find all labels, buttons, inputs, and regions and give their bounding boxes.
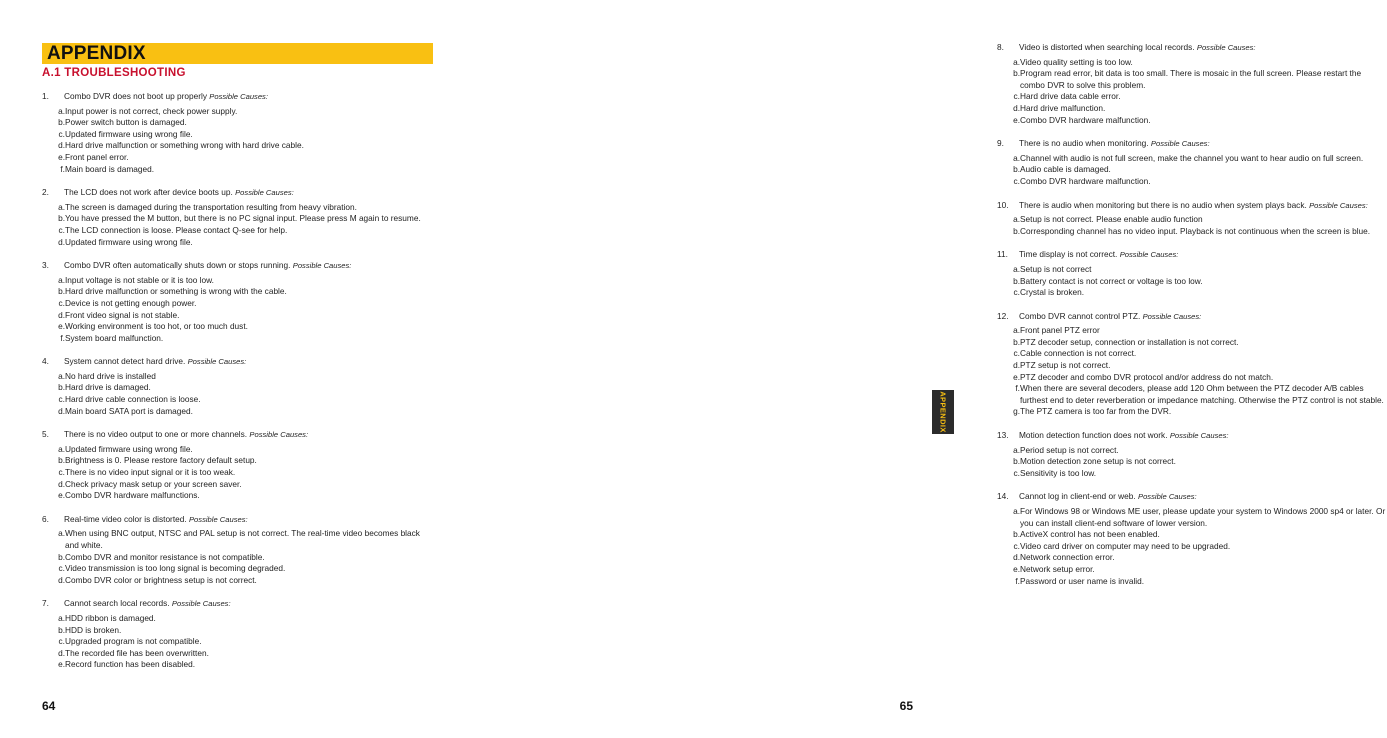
question-text: Combo DVR does not boot up properly xyxy=(64,91,207,101)
cause-text: Input power is not correct, check power supply. xyxy=(65,105,238,116)
cause-text: Channel with audio is not full screen, make the channel you want to hear audio on full screen. xyxy=(1020,152,1364,163)
cause-letter: d. xyxy=(58,405,65,416)
cause-letter: d. xyxy=(58,140,65,151)
cause-letter: f. xyxy=(60,163,65,174)
cause-list xyxy=(42,106,434,176)
cause-letter: c. xyxy=(1013,287,1020,298)
cause-text: Video quality setting is too low. xyxy=(1020,56,1133,67)
cause-letter: c. xyxy=(58,297,65,308)
question-title xyxy=(64,514,434,526)
possible-causes-label: Possible Causes: xyxy=(188,514,248,524)
cause-letter: b. xyxy=(1013,225,1020,236)
possible-causes-label: Possible Causes: xyxy=(235,188,294,198)
cause-text: Program read error, bit data is too small. There is mosaic in the full screen. Please restart the combo DVR to solve this problem. xyxy=(1020,68,1362,90)
cause-letter: d. xyxy=(58,478,65,489)
cause-letter: c. xyxy=(58,636,65,647)
cause-text: HDD is broken. xyxy=(65,624,122,635)
cause-text: No hard drive is installed xyxy=(65,370,156,381)
cause-item xyxy=(997,576,1387,588)
cause-item xyxy=(42,164,434,176)
question-title xyxy=(1019,200,1387,212)
cause-letter: c. xyxy=(58,128,65,139)
question-text: Cannot log in client-end or web. xyxy=(1019,491,1136,502)
cause-text: Hard drive malfunction or something wrong with hard drive cable. xyxy=(65,140,304,151)
cause-letter: b. xyxy=(1013,336,1020,347)
cause-item xyxy=(42,490,434,502)
cause-list xyxy=(42,371,434,417)
section-heading: A.1 TROUBLESHOOTING xyxy=(42,67,186,79)
cause-item xyxy=(997,115,1387,127)
cause-text: ActiveX control has not been enabled. xyxy=(1020,529,1160,540)
possible-causes-label: Possible Causes: xyxy=(1142,311,1202,321)
cause-letter: a. xyxy=(58,528,65,539)
cause-text: Hard drive cable connection is loose. xyxy=(65,394,201,405)
possible-causes-label: Possible Causes: xyxy=(1138,492,1197,502)
question-title xyxy=(64,356,434,368)
cause-text: Main board SATA port is damaged. xyxy=(65,405,193,416)
question-title xyxy=(64,187,434,199)
cause-letter: f. xyxy=(60,332,65,343)
cause-letter: d. xyxy=(58,647,65,658)
cause-item xyxy=(997,226,1387,238)
question-text: There is no video output to one or more channels. xyxy=(64,429,248,440)
question-item xyxy=(997,491,1387,503)
cause-text: Combo DVR and monitor resistance is not compatible. xyxy=(65,551,265,562)
page-left xyxy=(0,0,477,738)
cause-letter: e. xyxy=(58,321,65,332)
cause-item xyxy=(42,406,434,418)
cause-letter: c. xyxy=(58,467,65,478)
cause-text: Sensitivity is too low. xyxy=(1020,467,1097,478)
cause-text: Hard drive malfunction. xyxy=(1020,102,1106,113)
question-number: 8. xyxy=(997,42,1004,52)
cause-letter: e. xyxy=(1013,371,1020,382)
cause-item xyxy=(997,164,1387,176)
cause-item xyxy=(997,552,1387,564)
cause-item xyxy=(42,140,434,152)
cause-letter: b. xyxy=(58,551,65,562)
cause-letter: d. xyxy=(1013,102,1020,113)
cause-letter: a. xyxy=(58,612,65,623)
cause-text: The screen is damaged during the transportation resulting from heavy vibration. xyxy=(65,201,357,212)
cause-item xyxy=(997,529,1387,541)
cause-item xyxy=(42,152,434,164)
question-item xyxy=(42,598,434,610)
cause-text: Cable connection is not correct. xyxy=(1020,348,1137,359)
cause-text: Crystal is broken. xyxy=(1020,287,1085,298)
cause-item xyxy=(997,287,1387,299)
cause-text: Combo DVR hardware malfunction. xyxy=(1020,175,1151,186)
cause-item xyxy=(42,648,434,660)
cause-list xyxy=(997,214,1387,237)
cause-item xyxy=(42,225,434,237)
cause-text: The recorded file has been overwritten. xyxy=(65,647,209,658)
cause-text: Setup is not correct. Please enable audio function xyxy=(1020,214,1203,225)
cause-letter: a. xyxy=(58,443,65,454)
cause-text: PTZ decoder and combo DVR protocol and/or address do not match. xyxy=(1020,371,1274,382)
question-text: Combo DVR often automatically shuts down or stops running. xyxy=(64,260,291,271)
cause-text: Device is not getting enough power. xyxy=(65,297,197,308)
cause-letter: b. xyxy=(58,286,65,297)
page-number: 64 xyxy=(42,699,56,713)
question-text: Video is distorted when searching local records. xyxy=(1019,42,1195,52)
page-number: 65 xyxy=(899,699,913,713)
question-item xyxy=(997,200,1387,212)
cause-item xyxy=(42,394,434,406)
cause-letter: a. xyxy=(58,201,65,212)
question-number: 1. xyxy=(42,91,49,101)
question-item xyxy=(997,249,1387,261)
cause-item xyxy=(42,310,434,322)
cause-item xyxy=(997,564,1387,576)
cause-text: The LCD connection is loose. Please contact Q-see for help. xyxy=(65,224,288,235)
cause-item xyxy=(42,321,434,333)
cause-text: Updated firmware using wrong file. xyxy=(65,236,193,247)
cause-item xyxy=(997,506,1387,529)
cause-item xyxy=(997,276,1387,288)
question-number: 13. xyxy=(997,430,1009,441)
cause-item xyxy=(42,286,434,298)
question-title xyxy=(1019,249,1387,261)
possible-causes-label: Possible Causes: xyxy=(1309,200,1368,210)
cause-letter: b. xyxy=(1013,275,1020,286)
question-item xyxy=(42,514,434,526)
cause-text: Check privacy mask setup or your screen saver. xyxy=(65,478,242,489)
cause-text: Combo DVR color or brightness setup is not correct. xyxy=(65,574,257,585)
question-text: There is audio when monitoring but there is no audio when system plays back. xyxy=(1019,199,1307,210)
cause-text: Combo DVR hardware malfunctions. xyxy=(65,490,200,501)
cause-item xyxy=(42,202,434,214)
question-title xyxy=(64,598,434,610)
cause-item xyxy=(42,333,434,345)
cause-letter: b. xyxy=(1013,68,1020,79)
cause-item xyxy=(997,176,1387,188)
cause-list xyxy=(997,57,1387,127)
cause-text: Updated firmware using wrong file. xyxy=(65,128,193,139)
cause-text: Input voltage is not stable or it is too low. xyxy=(65,274,214,285)
page-right xyxy=(477,0,1386,738)
question-title xyxy=(64,91,434,103)
question-item xyxy=(42,187,434,199)
question-title xyxy=(1019,138,1387,150)
cause-letter: b. xyxy=(1013,529,1020,540)
cause-item xyxy=(997,541,1387,553)
cause-item xyxy=(997,445,1387,457)
cause-item xyxy=(42,636,434,648)
cause-letter: c. xyxy=(58,563,65,574)
question-number: 11. xyxy=(997,249,1008,260)
cause-list xyxy=(42,444,434,502)
cause-text: Audio cable is damaged. xyxy=(1020,164,1111,175)
troubleshooting-list-left xyxy=(42,91,434,683)
cause-letter: e. xyxy=(58,151,65,162)
cause-item xyxy=(42,467,434,479)
cause-item xyxy=(42,129,434,141)
cause-letter: e. xyxy=(58,490,65,501)
cause-item xyxy=(42,528,434,551)
cause-item xyxy=(42,117,434,129)
cause-letter: c. xyxy=(1013,348,1020,359)
question-title xyxy=(1019,42,1387,54)
appendix-tab xyxy=(932,390,954,434)
cause-text: Battery contact is not correct or voltage is too low. xyxy=(1020,275,1203,286)
cause-text: Brightness is 0. Please restore factory default setup. xyxy=(65,455,257,466)
cause-item xyxy=(42,298,434,310)
cause-item xyxy=(42,106,434,118)
cause-letter: b. xyxy=(58,455,65,466)
cause-text: Power switch button is damaged. xyxy=(65,117,187,128)
cause-letter: a. xyxy=(1013,506,1020,516)
cause-list xyxy=(42,275,434,345)
question-title xyxy=(64,429,434,441)
question-number: 2. xyxy=(42,187,49,198)
question-text: Time display is not correct. xyxy=(1019,249,1118,260)
question-number: 4. xyxy=(42,356,49,367)
cause-item xyxy=(42,371,434,383)
cause-item xyxy=(42,444,434,456)
question-item xyxy=(42,356,434,368)
cause-item xyxy=(42,659,434,671)
cause-letter: c. xyxy=(1013,175,1020,186)
question-item xyxy=(997,138,1387,150)
question-item xyxy=(997,42,1387,54)
cause-item xyxy=(997,91,1387,103)
cause-text: Front panel PTZ error xyxy=(1020,325,1100,336)
question-item xyxy=(42,260,434,272)
cause-text: The PTZ camera is too far from the DVR. xyxy=(1020,406,1172,417)
question-title xyxy=(1019,311,1387,323)
cause-letter: g. xyxy=(1013,406,1020,417)
cause-text: There is no video input signal or it is too weak. xyxy=(65,467,236,478)
question-number: 9. xyxy=(997,138,1004,149)
cause-text: System board malfunction. xyxy=(65,332,164,343)
cause-letter: a. xyxy=(1013,56,1020,67)
cause-item xyxy=(42,479,434,491)
cause-letter: c. xyxy=(58,394,65,405)
question-title xyxy=(64,260,434,272)
cause-item xyxy=(42,275,434,287)
cause-text: Password or user name is invalid. xyxy=(1020,575,1145,586)
cause-item xyxy=(997,456,1387,468)
cause-list xyxy=(997,506,1387,587)
cause-text: Front panel error. xyxy=(65,151,129,162)
cause-list xyxy=(997,445,1387,480)
cause-text: Main board is damaged. xyxy=(65,163,155,174)
cause-list xyxy=(997,264,1387,299)
question-number: 10. xyxy=(997,199,1009,210)
question-text: Cannot search local records. xyxy=(64,598,170,609)
cause-letter: f. xyxy=(1015,575,1020,586)
appendix-banner xyxy=(42,43,433,64)
cause-item xyxy=(42,575,434,587)
cause-text: Network setup error. xyxy=(1020,563,1095,574)
cause-item xyxy=(42,552,434,564)
cause-item xyxy=(997,325,1387,337)
question-text: Motion detection function does not work. xyxy=(1019,430,1168,441)
cause-item xyxy=(997,406,1387,418)
cause-text: Motion detection zone setup is not correct. xyxy=(1020,456,1176,467)
question-item xyxy=(997,311,1387,323)
cause-item xyxy=(42,213,434,225)
question-text: Real-time video color is distorted. xyxy=(64,513,187,524)
cause-item xyxy=(997,383,1387,406)
cause-item xyxy=(997,153,1387,165)
cause-text: HDD ribbon is damaged. xyxy=(65,612,156,623)
cause-letter: f. xyxy=(1015,383,1020,394)
question-text: There is no audio when monitoring. xyxy=(1019,138,1149,149)
appendix-tab-label: APPENDIX xyxy=(938,391,948,433)
cause-text: Updated firmware using wrong file. xyxy=(65,443,193,454)
cause-text: Hard drive data cable error. xyxy=(1020,91,1121,102)
cause-text: PTZ setup is not correct. xyxy=(1020,360,1111,371)
cause-text: When there are several decoders, please add 120 Ohm between the PTZ decoder A/B cables furthest end to deter reverberation or impedance matching. Otherwise the PTZ control is not stable. xyxy=(1020,383,1384,405)
question-title xyxy=(1019,491,1387,503)
cause-text: Period setup is not correct. xyxy=(1020,444,1119,455)
cause-letter: e. xyxy=(58,659,65,670)
question-text: The LCD does not work after device boots up. xyxy=(64,187,233,198)
question-number: 12. xyxy=(997,310,1009,321)
cause-letter: d. xyxy=(58,309,65,320)
cause-text: Corresponding channel has no video input. Playback is not continuous when the screen is blue. xyxy=(1020,225,1371,236)
cause-item xyxy=(997,360,1387,372)
cause-item xyxy=(997,372,1387,384)
question-item xyxy=(997,430,1387,442)
cause-text: You have pressed the M button, but there is no PC signal input. Please press M again to resume. xyxy=(65,213,421,224)
cause-item xyxy=(42,563,434,575)
cause-letter: a. xyxy=(58,370,65,381)
cause-letter: a. xyxy=(1013,214,1020,225)
cause-letter: b. xyxy=(1013,456,1020,467)
troubleshooting-list-right xyxy=(997,42,1387,599)
cause-letter: a. xyxy=(1013,263,1020,274)
question-number: 6. xyxy=(42,513,49,524)
cause-letter: d. xyxy=(58,574,65,585)
cause-letter: b. xyxy=(58,382,65,393)
cause-item xyxy=(42,382,434,394)
cause-text: Video transmission is too long signal is becoming degraded. xyxy=(65,563,286,574)
cause-item xyxy=(42,613,434,625)
cause-item xyxy=(997,264,1387,276)
cause-list xyxy=(42,202,434,248)
cause-text: PTZ decoder setup, connection or installation is not correct. xyxy=(1020,336,1239,347)
cause-letter: b. xyxy=(58,213,65,224)
cause-item xyxy=(997,337,1387,349)
cause-letter: e. xyxy=(1013,563,1020,574)
cause-text: Combo DVR hardware malfunction. xyxy=(1020,114,1151,125)
cause-text: Network connection error. xyxy=(1020,552,1115,563)
possible-causes-label: Possible Causes: xyxy=(209,92,268,101)
cause-letter: d. xyxy=(58,236,65,247)
cause-letter: b. xyxy=(58,117,65,128)
cause-letter: a. xyxy=(1013,325,1020,336)
cause-letter: e. xyxy=(1013,114,1020,125)
cause-letter: c. xyxy=(1013,467,1020,478)
cause-text: Record function has been disabled. xyxy=(65,659,196,670)
cause-list xyxy=(997,325,1387,418)
cause-text: When using BNC output, NTSC and PAL setup is not correct. The real-time video becomes black and white. xyxy=(65,528,420,550)
cause-item xyxy=(42,625,434,637)
possible-causes-label: Possible Causes: xyxy=(171,599,231,609)
cause-list xyxy=(997,153,1387,188)
possible-causes-label: Possible Causes: xyxy=(292,261,352,271)
cause-letter: a. xyxy=(58,105,65,116)
cause-letter: a. xyxy=(1013,444,1020,455)
cause-text: Front video signal is not stable. xyxy=(65,309,180,320)
cause-text: Hard drive is damaged. xyxy=(65,382,151,393)
question-item xyxy=(42,429,434,441)
possible-causes-label: Possible Causes: xyxy=(1119,250,1179,260)
question-text: System cannot detect hard drive. xyxy=(64,356,186,367)
cause-letter: b. xyxy=(1013,164,1020,175)
possible-causes-label: Possible Causes: xyxy=(1169,431,1229,441)
possible-causes-label: Possible Causes: xyxy=(1196,43,1256,52)
question-title xyxy=(1019,430,1387,442)
question-text: Combo DVR cannot control PTZ. xyxy=(1019,310,1141,321)
cause-letter: b. xyxy=(58,624,65,635)
cause-item xyxy=(997,348,1387,360)
cause-item xyxy=(42,237,434,249)
possible-causes-label: Possible Causes: xyxy=(1150,139,1210,149)
possible-causes-label: Possible Causes: xyxy=(187,357,247,367)
cause-text: Setup is not correct xyxy=(1020,263,1092,274)
cause-list xyxy=(42,613,434,671)
cause-letter: d. xyxy=(1013,360,1020,371)
question-item xyxy=(42,91,434,103)
cause-letter: a. xyxy=(1013,152,1020,163)
possible-causes-label: Possible Causes: xyxy=(249,430,309,440)
cause-text: Upgraded program is not compatible. xyxy=(65,636,202,647)
cause-text: Working environment is too hot, or too much dust. xyxy=(65,321,248,332)
question-number: 7. xyxy=(42,598,49,609)
question-number: 5. xyxy=(42,429,49,440)
cause-text: For Windows 98 or Windows ME user, please update your system to Windows 2000 sp4 or later. Or you can install client-end software of lower version. xyxy=(1020,506,1386,528)
cause-item xyxy=(997,68,1387,91)
cause-letter: d. xyxy=(1013,552,1020,563)
cause-letter: c. xyxy=(1013,540,1020,551)
cause-item xyxy=(997,468,1387,480)
cause-item xyxy=(997,214,1387,226)
cause-text: Hard drive malfunction or something is wrong with the cable. xyxy=(65,286,287,297)
cause-list xyxy=(42,528,434,586)
cause-item xyxy=(42,455,434,467)
page-title: APPENDIX xyxy=(47,43,146,64)
cause-letter: a. xyxy=(58,274,65,285)
cause-item xyxy=(997,57,1387,69)
question-number: 3. xyxy=(42,260,49,271)
cause-letter: c. xyxy=(58,224,65,235)
cause-item xyxy=(997,103,1387,115)
cause-text: Video card driver on computer may need to be upgraded. xyxy=(1020,540,1231,551)
question-number: 14. xyxy=(997,491,1009,502)
cause-letter: c. xyxy=(1013,91,1020,102)
